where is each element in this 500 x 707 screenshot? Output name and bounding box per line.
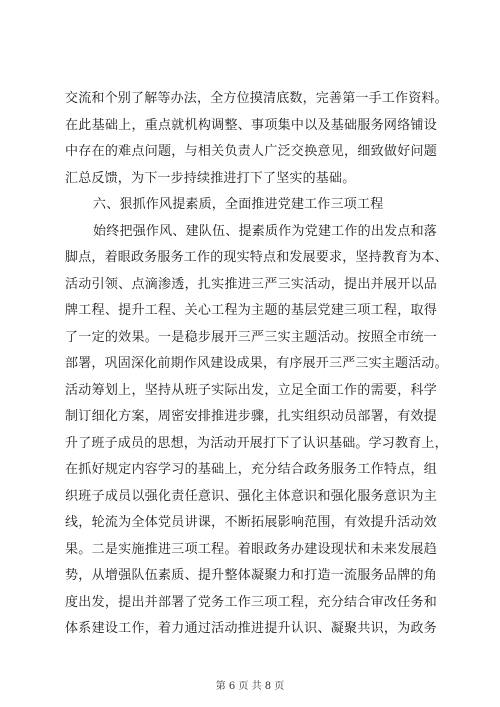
text-line: 活动引领、点滴渗透，扎实推进三严三实活动，提出并展开以品 [65,276,437,292]
text-line: 了一定的效果。一是稳步展开三严三实主题活动。按照全市统一 [65,329,437,345]
text-line: 部署，巩固深化前期作风建设成果，有序展开三严三实主题活动。 [65,356,448,371]
document-body [65,86,448,643]
text-line: 牌工程、提升工程、关心工程为主题的基层党建三项工程，取得 [65,303,437,318]
text-line: 交流和个别了解等办法，全方位摸清底数，完善第一手工作资料。 [65,91,448,106]
text-line: 在此基础上，重点就机构调整、事项集中以及基础服务网络铺设 [65,117,437,133]
text-line: 在抓好规定内容学习的基础上，充分结合政务服务工作特点，组 [65,462,437,477]
page-number-footer: 第 6 页 共 8 页 [215,681,285,692]
text-line: 制订细化方案，周密安排推进步骤，扎实组织动员部署，有效提 [65,409,437,424]
text-line: 六、狠抓作风提素质，全面推进党建工作三项工程 [93,197,384,212]
text-line: 活动筹划上，坚持从班子实际出发，立足全面工作的需要，科学 [65,382,437,398]
text-line: 升了班子成员的思想，为活动开展打下了认识基础。学习教育上， [65,435,448,451]
text-line: 汇总反馈，为下一步持续推进打下了坚实的基础。 [65,170,356,186]
text-line: 脚点，着眼政务服务工作的现实特点和发展要求，坚持教育为本、 [65,250,448,265]
text-line: 体系建设工作，着力通过活动推进提升认识、凝聚共识，为政务 [65,621,437,636]
text-line: 势，从增强队伍素质、提升整体凝聚力和打造一流服务品牌的角 [65,568,437,583]
text-line: 始终把强作风、建队伍、提素质作为党建工作的出发点和落 [93,223,437,239]
text-line: 中存在的难点问题，与相关负责人广泛交换意见，细致做好问题 [65,144,437,159]
text-line: 度出发，提出并部署了党务工作三项工程，充分结合审改任务和 [65,594,437,610]
text-line: 线，轮流为全体党员讲课，不断拓展影响范围，有效提升活动效 [65,515,437,530]
text-line: 织班子成员以强化责任意识、强化主体意识和强化服务意识为主 [65,488,437,504]
text-line: 果。二是实施推进三项工程。着眼政务办建设现状和未来发展趋 [65,541,437,557]
